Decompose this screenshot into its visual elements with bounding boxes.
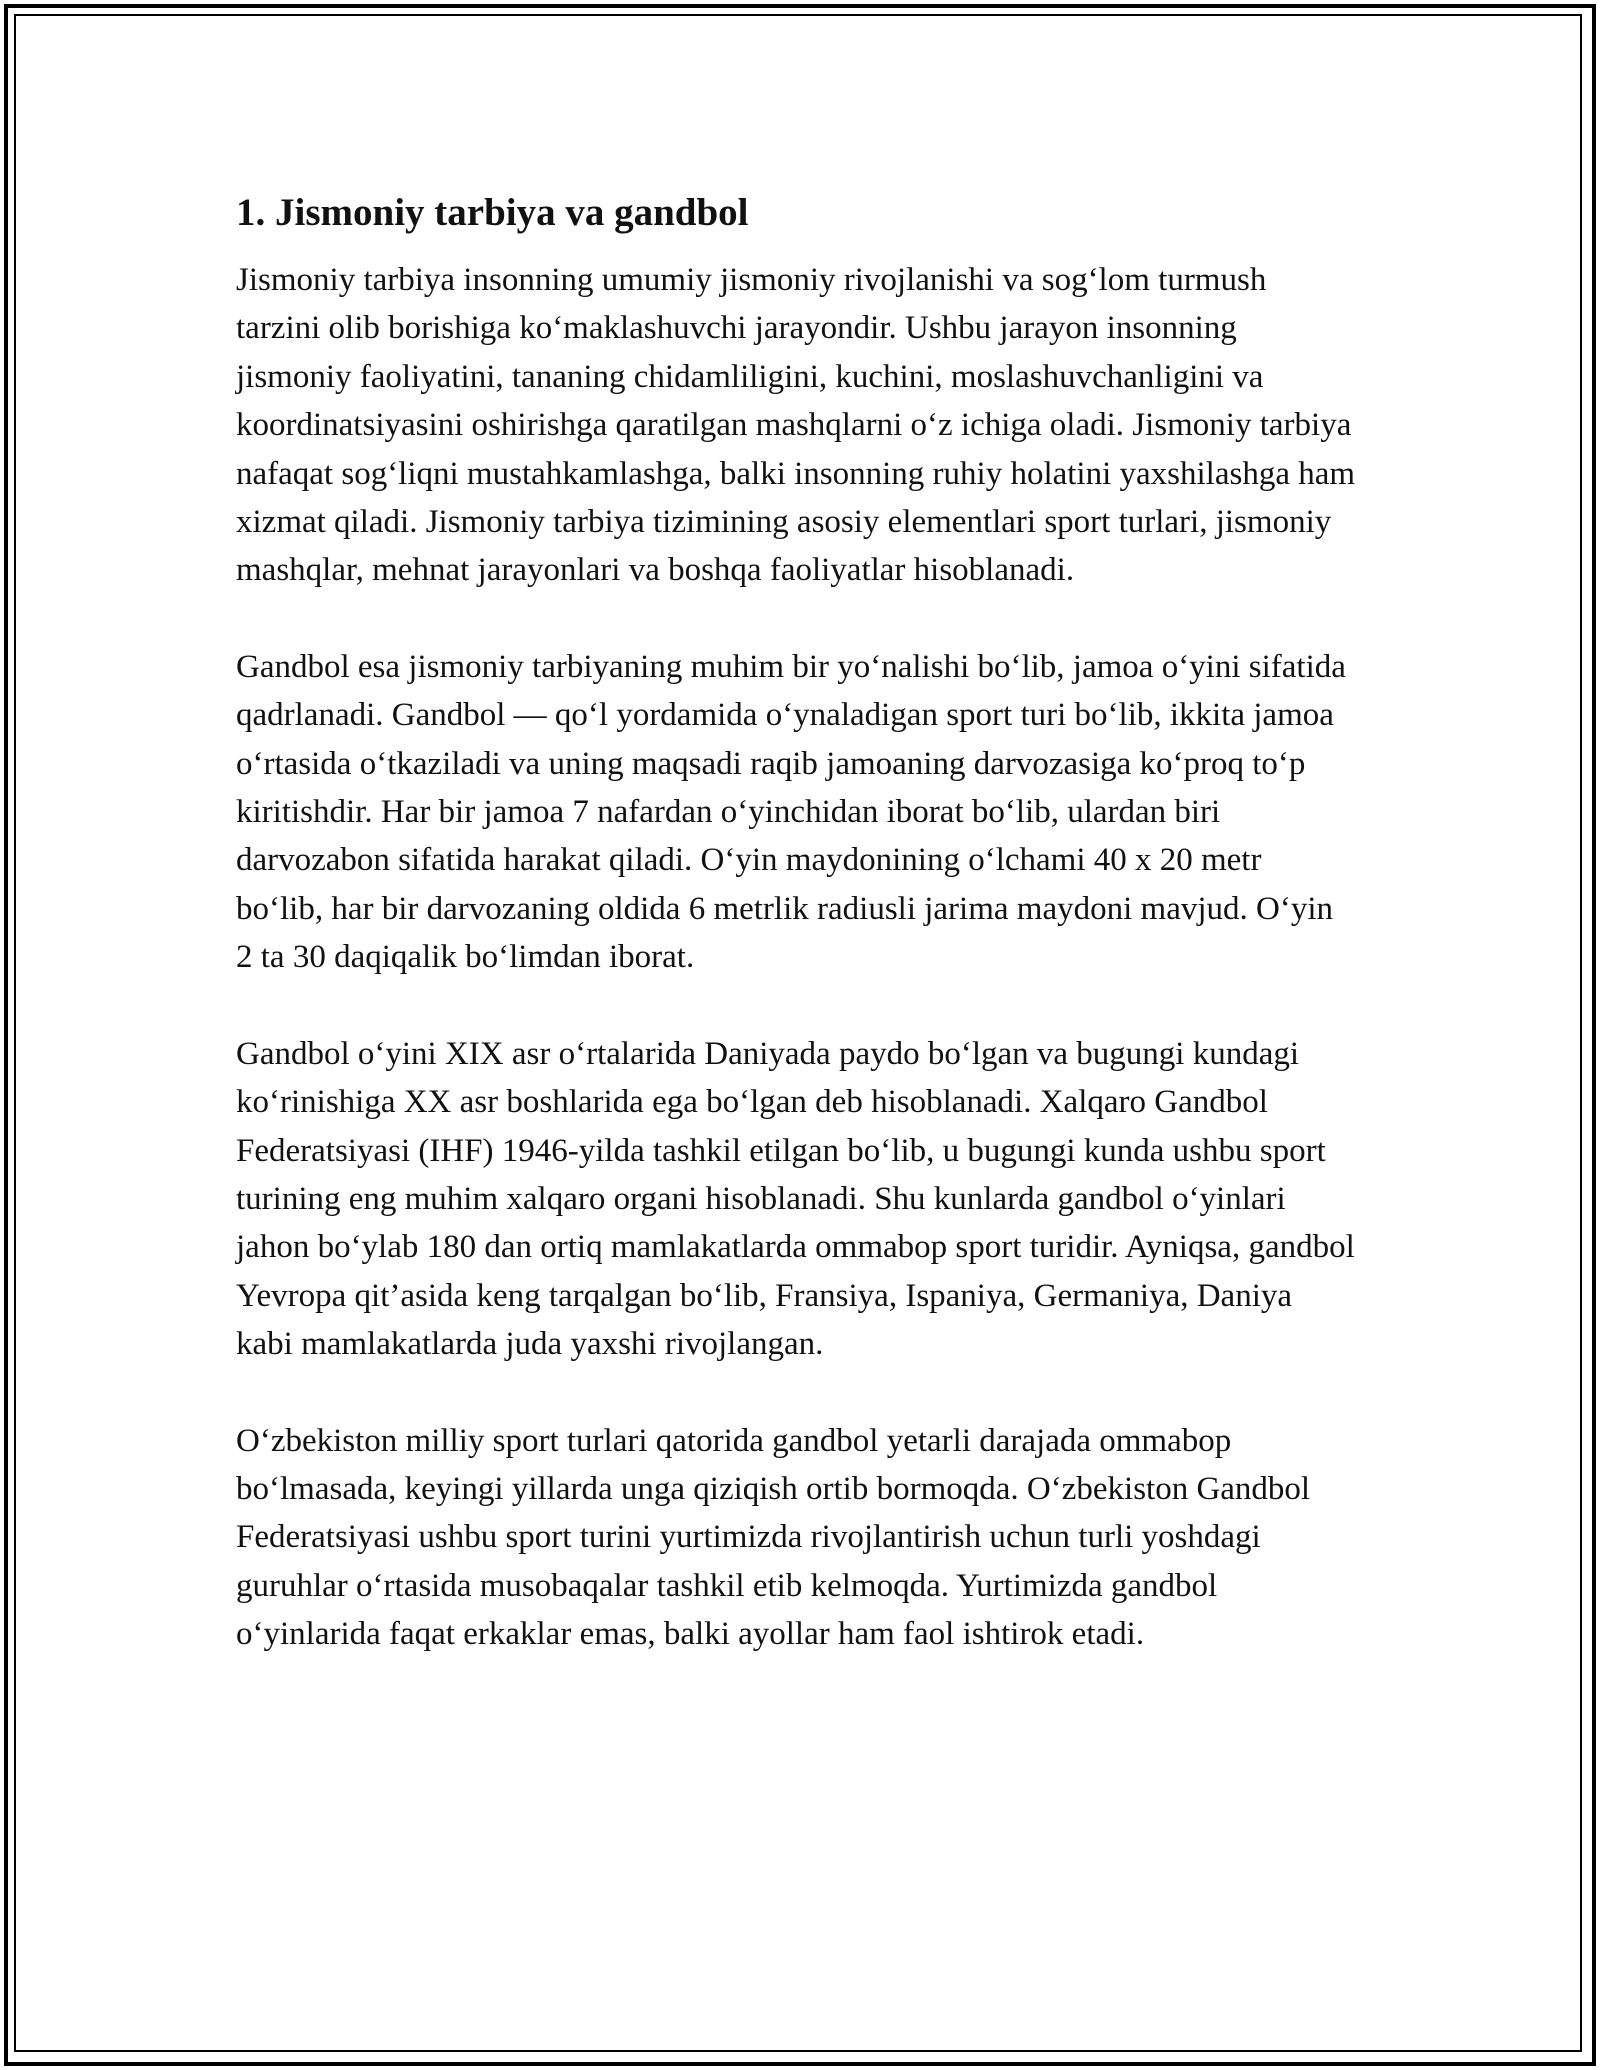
paragraph-physical-education: Jismoniy tarbiya insonning umumiy jismoniy rivojlanishi va sog‘lom turmush tarzini olib borishiga ko‘maklashuvchi jarayondir. Ushbu jarayon insonning jismoniy faoliyatini, tananing chidamliligini, kuchini, moslashuvchanligini va koordinatsiyasini oshirishga qaratilgan mashqlarni o‘z ichiga oladi. Jismoniy tarbiya nafaqat sog‘liqni mustahkamlashga, balki insonning ruhiy holatini yaxshilashga ham xizmat qiladi. Jismoniy tarbiya tizimining asosiy elementlari sport turlari, jismoniy mashqlar, mehnat jarayonlari va boshqa faoliyatlar hisoblanadi. [236,262,1356,589]
paragraph-handball-uzbekistan: O‘zbekiston milliy sport turlari qatorida gandbol yetarli darajada ommabop bo‘lmasada, keyingi yillarda unga qiziqish ortib bormoqda. O‘zbekiston Gandbol Federatsiyasi ushbu sport turini yurtimizda rivojlantirish uchun turli yoshdagi guruhlar o‘rtasida musobaqalar tashkil etib kelmoqda. Yurtimizda gandbol o‘yinlarida faqat erkaklar emas, balki ayollar ham faol ishtirok etadi. [236,1422,1311,1653]
section-heading: 1. Jismoniy tarbiya va gandbol [236,191,749,234]
paragraph-handball-rules: Gandbol esa jismoniy tarbiyaning muhim bir yo‘nalishi bo‘lib, jamoa o‘yini sifatida qadrlanadi. Gandbol — qo‘l yordamida o‘ynaladigan sport turi bo‘lib, ikkita jamoa o‘rtasida o‘tkaziladi va uning maqsadi raqib jamoaning darvozasiga ko‘proq to‘p kiritishdir. Har bir jamoa 7 nafardan o‘yinchidan iborat bo‘lib, ulardan biri darvozabon sifatida harakat qiladi. O‘yin maydonining o‘lchami 40 x 20 metr bo‘lib, har bir darvozaning oldida 6 metrlik radiusli jarima maydoni mavjud. O‘yin 2 ta 30 daqiqalik bo‘limdan iborat. [236,648,1346,976]
document-body [236,186,1356,1707]
paragraph-handball-history: Gandbol o‘yini XIX asr o‘rtalarida Daniyada paydo bo‘lgan va bugungi kundagi ko‘rinishiga XX asr boshlarida ega bo‘lgan deb hisoblanadi. Xalqaro Gandbol Federatsiyasi (IHF) 1946-yilda tashkil etilgan bo‘lib, u bugungi kunda ushbu sport turining eng muhim xalqaro organi hisoblanadi. Shu kunlarda gandbol o‘yinlari jahon bo‘ylab 180 dan ortiq mamlakatlarda ommabop sport turidir. Ayniqsa, gandbol Yevropa qit’asida keng tarqalgan bo‘lib, Fransiya, Ispaniya, Germaniya, Daniya kabi mamlakatlarda juda yaxshi rivojlangan. [236,1035,1355,1363]
